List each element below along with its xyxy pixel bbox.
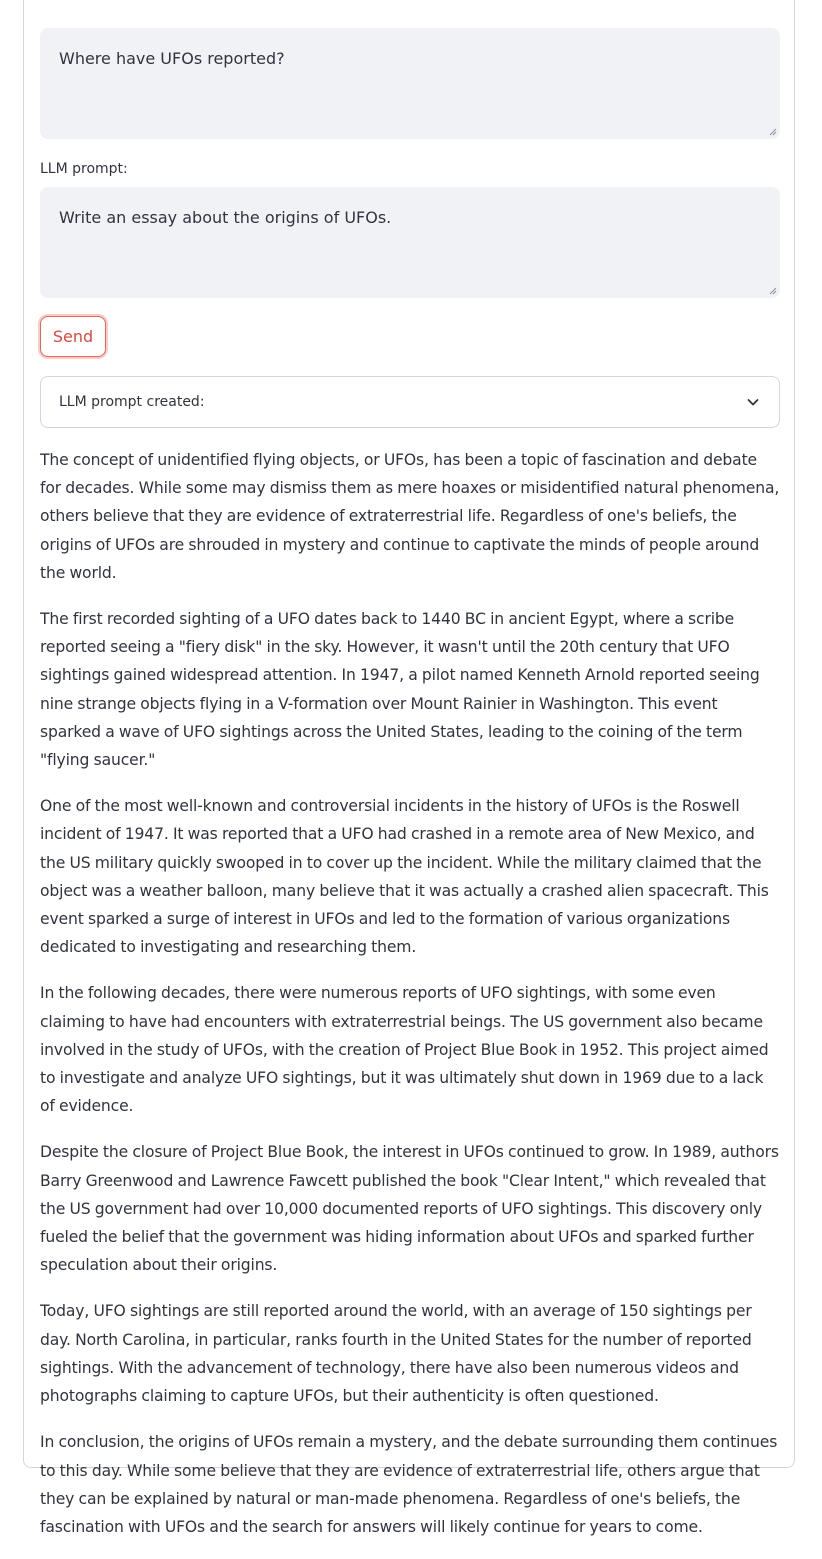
essay-paragraph: Despite the closure of Project Blue Book, the interest in UFOs continued to grow. In 1989, authors Barry Greenwood and Lawrence Fawcett published the book "Clear Intent," which revealed that the US government had over 10,000 documented reports of UFO sightings. This discovery only fueled the belief that the government was hiding information about UFOs and sparked further speculation about their origins. <box>40 1143 779 1275</box>
essay-output <box>40 446 780 1559</box>
question-input[interactable] <box>59 47 761 120</box>
essay-paragraph: The first recorded sighting of a UFO dates back to 1440 BC in ancient Egypt, where a scribe reported seeing a "fiery disk" in the sky. However, it wasn't until the 20th century that UFO sightings gained widespread attention. In 1947, a pilot named Kenneth Arnold reported seeing nine strange objects flying in a V-formation over Mount Rainier in Washington. This event sparked a wave of UFO sightings across the United States, leading to the coining of the term "flying saucer." <box>40 610 760 770</box>
resize-grip-icon[interactable] <box>769 128 777 136</box>
expander-label: LLM prompt created: <box>59 394 205 410</box>
essay-paragraph: The concept of unidentified flying objects, or UFOs, has been a topic of fascination and debate for decades. While some may dismiss them as mere hoaxes or misidentified natural phenomena, others believe that they are evidence of extraterrestrial life. Regardless of one's beliefs, the origins of UFOs are shrouded in mystery and continue to captivate the minds of people around the world. <box>40 451 780 582</box>
llm-prompt-created-expander[interactable] <box>40 376 780 428</box>
resize-grip-icon[interactable] <box>769 287 777 295</box>
llm-prompt-label: LLM prompt: <box>40 161 128 177</box>
essay-paragraph: One of the most well-known and controversial incidents in the history of UFOs is the Roswell incident of 1947. It was reported that a UFO had crashed in a remote area of New Mexico, and the US military quickly swooped in to cover up the incident. While the military claimed that the object was a weather balloon, many believe that it was actually a crashed alien spacecraft. This event sparked a surge of interest in UFOs and led to the formation of various organizations dedicated to investigating and researching them. <box>40 797 769 957</box>
essay-paragraph: In conclusion, the origins of UFOs remain a mystery, and the debate surrounding them continues to this day. While some believe that they are evidence of extraterrestrial life, others argue that they can be explained by natural or man-made phenomena. Regardless of one's beliefs, the fascination with UFOs and the search for answers will likely continue for years to come. <box>40 1433 778 1536</box>
essay-paragraph: In the following decades, there were numerous reports of UFO sightings, with some even claiming to have had encounters with extraterrestrial beings. The US government also became involved in the study of UFOs, with the creation of Project Blue Book in 1952. This project aimed to investigate and analyze UFO sightings, but it was ultimately shut down in 1969 due to a lack of evidence. <box>40 984 769 1116</box>
llm-prompt-textarea-box[interactable] <box>40 187 780 298</box>
chevron-down-icon[interactable] <box>745 394 761 410</box>
essay-paragraph: Today, UFO sightings are still reported around the world, with an average of 150 sightings per day. North Carolina, in particular, ranks fourth in the United States for the number of reported sightings. With the advancement of technology, there have also been numerous videos and photographs claiming to capture UFOs, but their authenticity is often questioned. <box>40 1302 752 1406</box>
llm-prompt-input[interactable] <box>59 206 761 279</box>
send-button[interactable]: Send <box>40 316 106 357</box>
question-textarea-box[interactable] <box>40 28 780 139</box>
